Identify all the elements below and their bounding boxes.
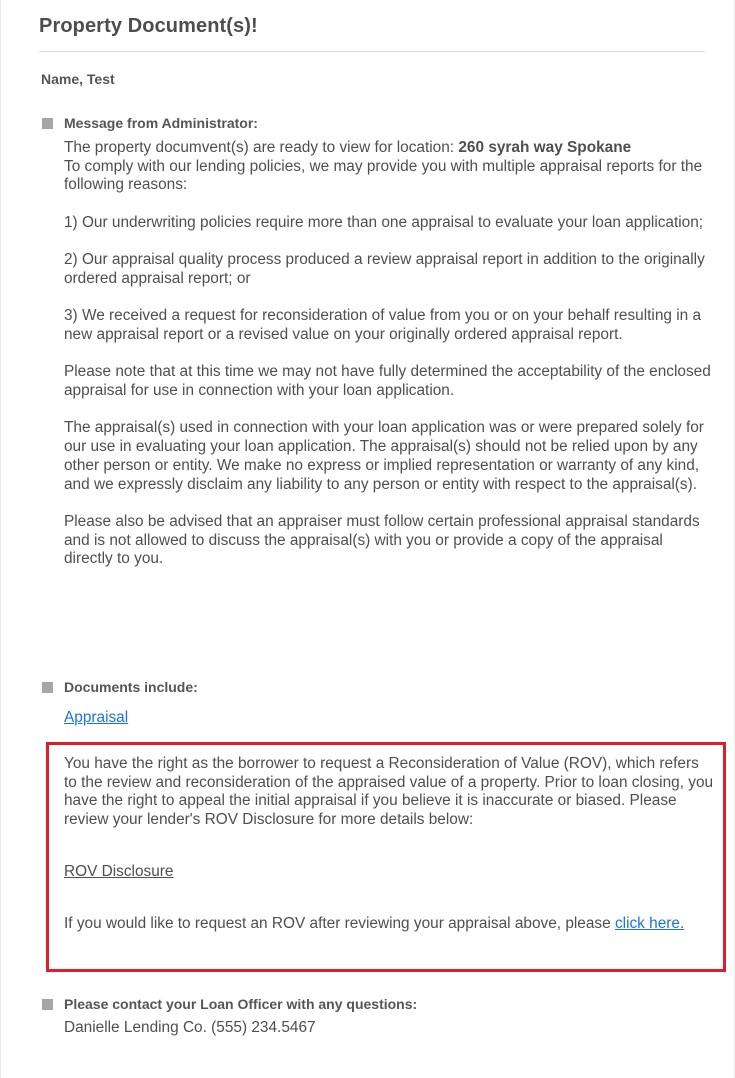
documents-heading: Documents include: — [64, 679, 198, 695]
rov-paragraph: You have the right as the borrower to request a Reconsideration of Value (ROV), which refers to the review and reconsideration of the appraised value of a property. Prior to loan closing, you have the right to appeal the initial appraisal if you believe it is inaccurate or biased. Please review your lender's ROV Disclosure for more details below: — [64, 755, 714, 829]
acceptability-note: Please note that at this time we may not have fully determined the acceptability of the enclosed appraisal for use in connection with your loan application. — [64, 363, 711, 400]
square-bullet-icon — [42, 999, 53, 1010]
message-intro — [64, 139, 714, 195]
click-here-link[interactable]: click here. — [614, 915, 685, 932]
square-bullet-icon — [42, 682, 53, 693]
reason-3: 3) We received a request for reconsideration of value from you or on your behalf resulting in a new appraisal report or a revised value on your originally ordered appraisal report. — [64, 307, 702, 343]
appraiser-advisory: Please also be advised that an appraiser must follow certain professional appraisal standards and is not allowed to discuss the appraisal(s) with you or provide a copy of the appraisal directly to you. — [64, 512, 700, 568]
message-body — [64, 139, 714, 569]
rov-request-prefix: If you would like to request an ROV after reviewing your appraisal above, please — [64, 915, 615, 932]
property-location: 260 syrah way Spokane — [458, 139, 632, 156]
rov-request-text — [64, 915, 714, 934]
rov-disclosure-link[interactable]: ROV Disclosure — [64, 863, 174, 880]
appraisal-disclaimer: The appraisal(s) used in connection with your loan application was or were prepared solely for our use in evaluating your loan application. The appraisal(s) should not be relied upon by any other person or entity. We make no express or implied representation or warranty of any kind, and we expressly disclaim any liability to any person or entity with respect to the appraisal(s). — [64, 419, 704, 493]
intro-suffix: To comply with our lending policies, we may provide you with multiple appraisal reports for the following reasons: — [64, 157, 703, 194]
loan-officer-contact: Danielle Lending Co. (555) 234.5467 — [64, 1019, 316, 1036]
page-title: Property Document(s)! — [39, 15, 258, 37]
contact-heading: Please contact your Loan Officer with any questions: — [64, 996, 418, 1012]
intro-prefix: The property documvent(s) are ready to view for location: — [64, 139, 459, 156]
reason-2: 2) Our appraisal quality process produced a review appraisal report in addition to the originally ordered appraisal report; or — [64, 251, 705, 287]
recipient-name: Name, Test — [41, 71, 115, 87]
title-divider — [39, 51, 705, 52]
appraisal-link[interactable]: Appraisal — [64, 709, 129, 726]
reason-1: 1) Our underwriting policies require more than one appraisal to evaluate your loan application; — [64, 213, 704, 231]
message-heading: Message from Administrator: — [64, 115, 258, 131]
square-bullet-icon — [42, 118, 53, 129]
